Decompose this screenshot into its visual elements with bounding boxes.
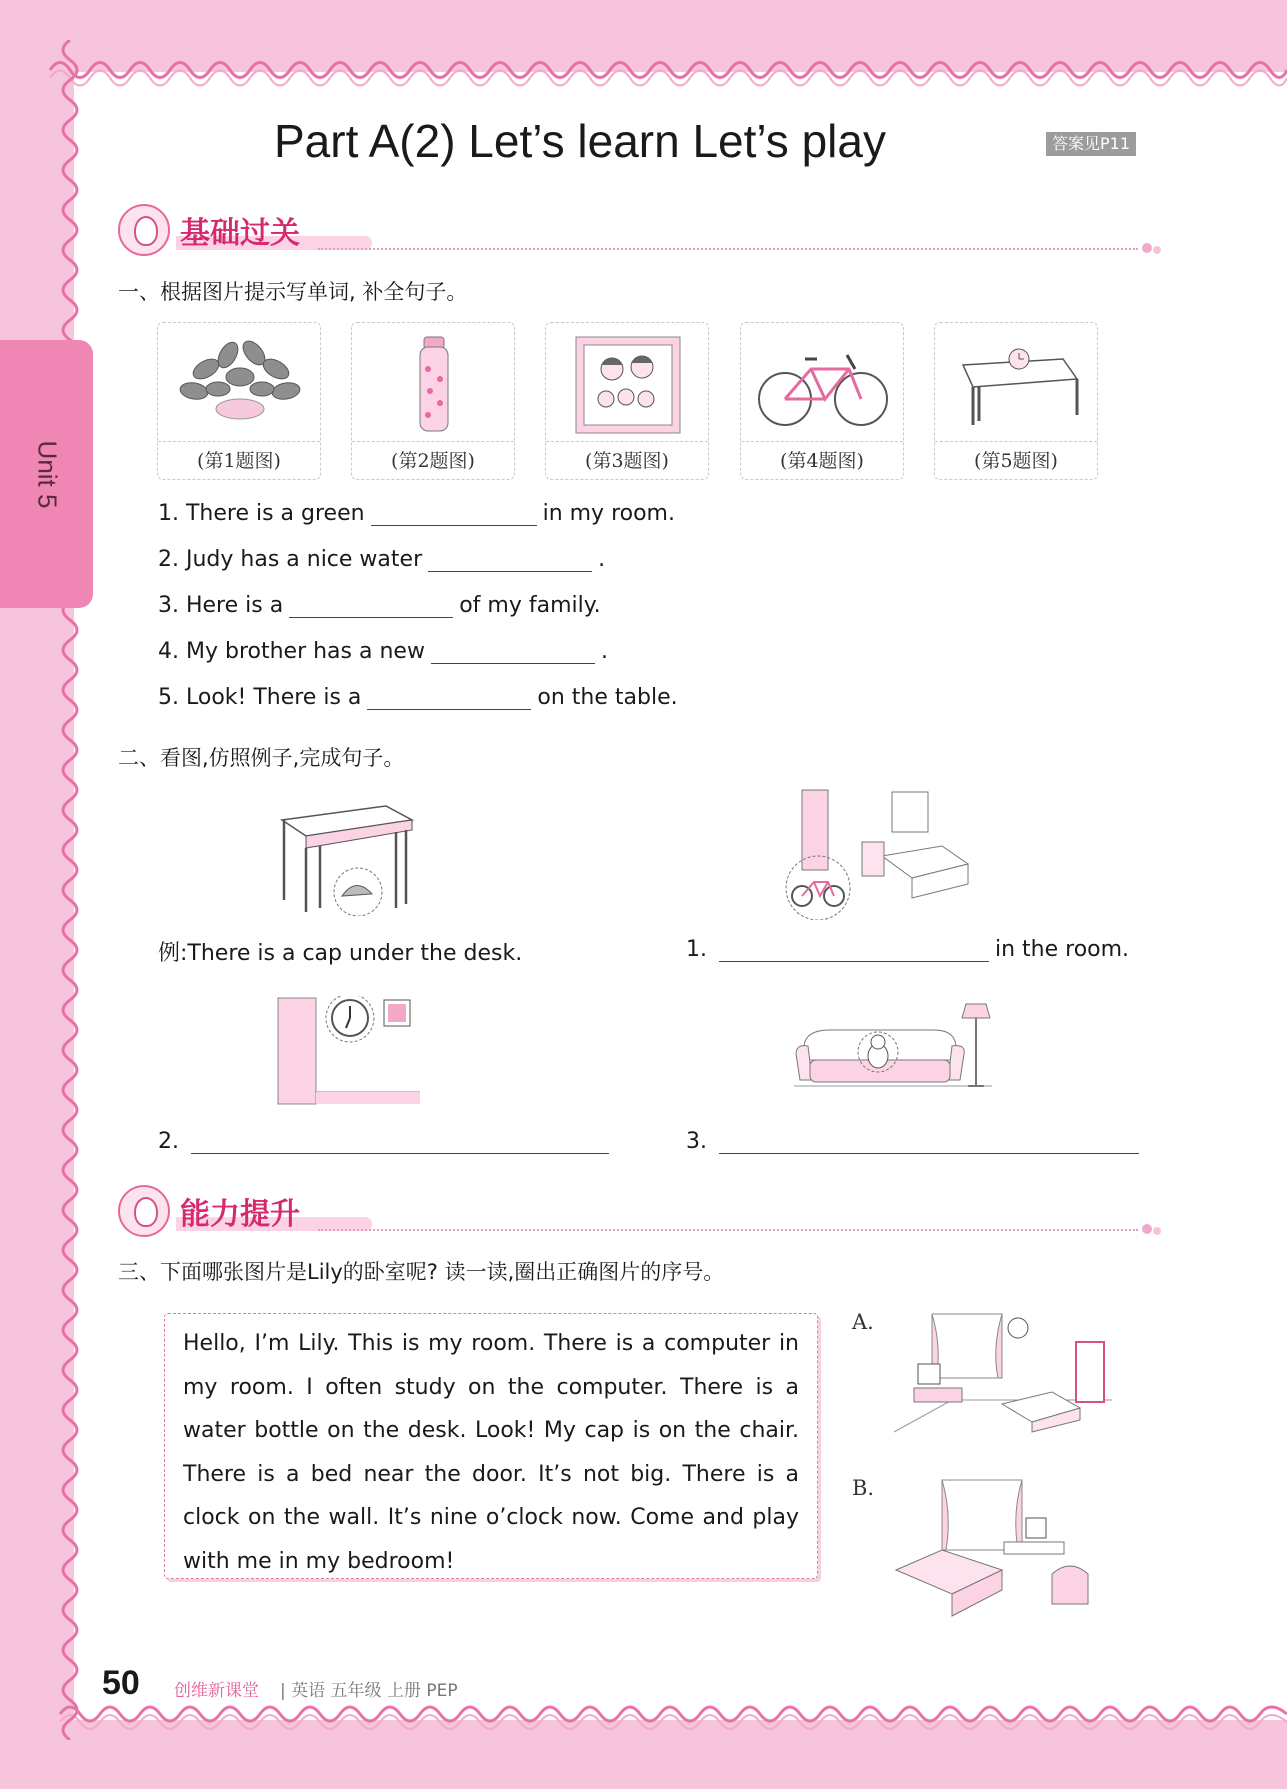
sentence-4 <box>158 638 608 664</box>
sentence-text: 3. Here is a <box>158 593 284 618</box>
answer-blank[interactable] <box>431 638 595 664</box>
footer-brand: 创维新课堂 <box>174 1681 259 1701</box>
sofa-cat-scene-icon <box>790 1000 996 1106</box>
clock-wall-scene-icon <box>276 996 422 1106</box>
clock-on-table-icon <box>943 329 1091 439</box>
answer-blank[interactable] <box>719 936 989 962</box>
picture-card-3 <box>545 322 709 480</box>
section-label: 基础过关 <box>180 216 300 251</box>
picture-card-4 <box>740 322 904 480</box>
section-header-basic <box>118 204 1168 254</box>
answer-blank[interactable] <box>289 592 453 618</box>
exercise-number: 3. <box>686 1129 707 1154</box>
girl-mascot-icon <box>118 204 170 256</box>
bedroom-bike-scene-icon <box>772 786 978 920</box>
question-1-heading: 一、根据图片提示写单词, 补全句子。 <box>118 280 468 304</box>
water-bottle-icon <box>360 329 508 439</box>
reading-passage: Hello, I’m Lily. This is my room. There is a computer in my room. I often study on the computer. There is a water bottle on the desk. Look! My cap is on the chair. There is a bed near the door. It’s not big. There is a clock on the wall. It’s nine o’clock now. Come and play with me in my bedroom! <box>183 1331 799 1574</box>
sentence-text: in my room. <box>542 501 675 526</box>
girl-mascot-icon <box>118 1185 170 1237</box>
picture-caption: (第3题图) <box>546 441 708 479</box>
answer-blank[interactable] <box>367 684 531 710</box>
sentence-text: 4. My brother has a new <box>158 639 425 664</box>
bedroom-option-a-icon <box>892 1308 1114 1438</box>
option-b-label[interactable]: B. <box>852 1476 875 1500</box>
picture-card-2 <box>351 322 515 480</box>
exercise-2 <box>158 1128 615 1154</box>
picture-card-1 <box>157 322 321 480</box>
section-divider <box>318 1229 1138 1231</box>
picture-caption: (第1题图) <box>158 441 320 479</box>
section-label: 能力提升 <box>180 1197 300 1232</box>
sentence-text: 5. Look! There is a <box>158 685 362 710</box>
exercise-3 <box>686 1128 1145 1154</box>
unit-tab <box>0 340 93 608</box>
example-sentence: 例:There is a cap under the desk. <box>158 941 523 966</box>
option-a-label[interactable]: A. <box>852 1310 874 1334</box>
picture-card-5 <box>934 322 1098 480</box>
exercise-text: in the room. <box>995 937 1130 962</box>
sentence-1 <box>158 500 675 526</box>
reading-passage-box <box>164 1313 818 1579</box>
sentence-text: 2. Judy has a nice water <box>158 547 423 572</box>
answer-blank[interactable] <box>719 1128 1139 1154</box>
page-title: Part A(2) Let’s learn Let’s play <box>274 115 886 167</box>
plant-icon <box>166 329 314 439</box>
family-photo-icon <box>554 329 702 439</box>
question-3-heading: 三、下面哪张图片是Lily的卧室呢? 读一读,圈出正确图片的序号。 <box>118 1260 725 1284</box>
sentence-text: on the table. <box>537 685 678 710</box>
question-2-heading: 二、看图,仿照例子,完成句子。 <box>118 746 405 770</box>
desk-cap-scene-icon <box>276 800 416 916</box>
exercise-1 <box>686 936 1129 962</box>
section-header-advanced <box>118 1185 1168 1235</box>
bike-icon <box>749 329 897 439</box>
bedroom-option-b-icon <box>892 1474 1114 1624</box>
answer-reference-badge: 答案见P11 <box>1046 132 1136 156</box>
sentence-text: . <box>600 639 608 664</box>
answer-blank[interactable] <box>191 1128 609 1154</box>
answer-blank[interactable] <box>428 546 592 572</box>
answer-blank[interactable] <box>371 500 537 526</box>
footer-book-info: | 英语 五年级 上册 PEP <box>280 1681 458 1701</box>
exercise-number: 1. <box>686 937 707 962</box>
sentence-text: . <box>598 547 606 572</box>
picture-caption: (第5题图) <box>935 441 1097 479</box>
picture-caption: (第4题图) <box>741 441 903 479</box>
sentence-2 <box>158 546 605 572</box>
unit-tab-label: Unit 5 <box>31 440 62 508</box>
sentence-text: 1. There is a green <box>158 501 365 526</box>
section-divider <box>318 248 1138 250</box>
sentence-3 <box>158 592 601 618</box>
picture-caption: (第2题图) <box>352 441 514 479</box>
sentence-5 <box>158 684 678 710</box>
page-number: 50 <box>102 1664 140 1702</box>
sentence-text: of my family. <box>459 593 601 618</box>
exercise-number: 2. <box>158 1129 179 1154</box>
